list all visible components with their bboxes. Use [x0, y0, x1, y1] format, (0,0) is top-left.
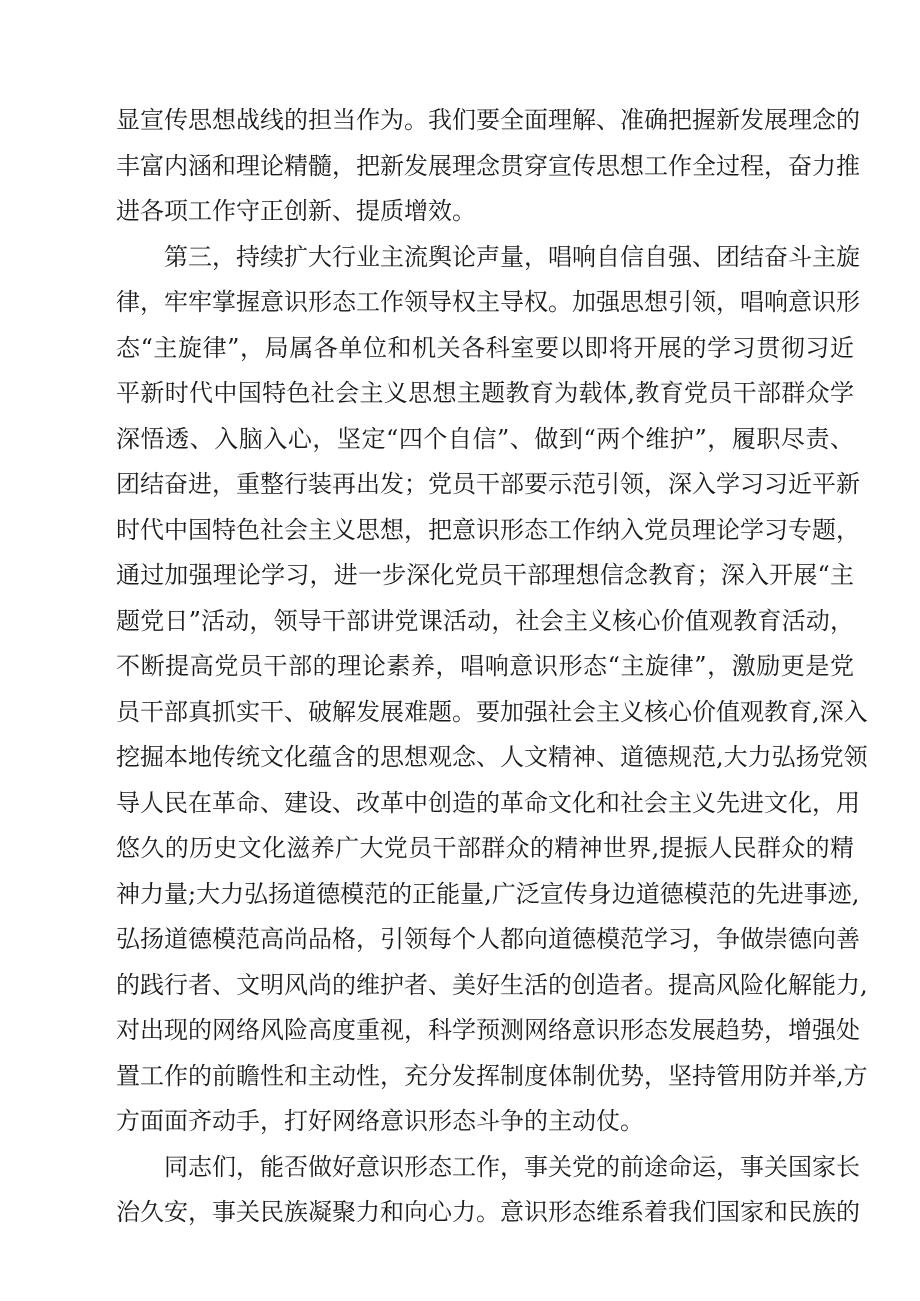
text-line: 丰富内涵和理论精髓，把新发展理念贯穿宣传思想工作全过程，奋力推: [116, 151, 860, 180]
text-line: 第三，持续扩大行业主流舆论声量，唱响自信自强、团结奋斗主旋: [164, 242, 860, 271]
text-line: 神力量;大力弘扬道德模范的正能量,广泛宣传身边道德模范的先进事迹,: [116, 879, 860, 908]
text-line: 显宣传思想战线的担当作为。我们要全面理解、准确把握新发展理念的: [116, 106, 860, 134]
text-line: 挖掘本地传统文化蕴含的思想观念、人文精神、道德规范,大力弘扬党领: [116, 743, 868, 771]
text-line: 通过加强理论学习，进一步深化党员干部理想信念教育；深入开展“主: [116, 561, 854, 589]
text-line: 同志们，能否做好意识形态工作，事关党的前途命运，事关国家长: [164, 1152, 860, 1181]
text-line: 进各项工作守正创新、提质增效。: [116, 197, 476, 225]
text-line: 律，牢牢掌握意识形态工作领导权主导权。加强思想引领，唱响意识形: [116, 288, 860, 316]
text-line: 方面面齐动手，打好网络意识形态斗争的主动仗。: [116, 1107, 644, 1135]
text-line: 时代中国特色社会主义思想，把意识形态工作纳入党员理论学习专题，: [116, 515, 860, 544]
text-line: 题党日”活动，领导干部讲党课活动，社会主义核心价值观教育活动，: [116, 606, 854, 635]
text-line: 团结奋进，重整行装再出发；党员干部要示范引领，深入学习习近平新: [116, 470, 860, 498]
document-body: [116, 98, 868, 1236]
text-line: 置工作的前瞻性和主动性，充分发挥制度体制优势，坚持管用防并举,方: [116, 1061, 868, 1090]
text-line: 治久安，事关民族凝聚力和向心力。意识形态维系着我们国家和民族的: [116, 1198, 860, 1226]
text-line: 导人民在革命、建设、改革中创造的革命文化和社会主义先进文化，用: [116, 788, 860, 817]
text-line: 对出现的网络风险高度重视，科学预测网络意识形态发展趋势，增强处: [116, 1016, 860, 1044]
text-line: 态“主旋律”，局属各单位和机关各科室要以即将开展的学习贯彻习近: [116, 333, 854, 362]
text-line: 不断提高党员干部的理论素养，唱响意识形态“主旋律”，激励更是党: [116, 652, 854, 680]
text-line: 员干部真抓实干、破解发展难题。要加强社会主义核心价值观教育,深入: [116, 697, 868, 726]
text-line: 悠久的历史文化滋养广大党员干部群众的精神世界,提振人民群众的精: [116, 834, 854, 862]
text-line: 的践行者、文明风尚的维护者、美好生活的创造者。提高风险化解能力,: [116, 970, 868, 999]
text-line: 平新时代中国特色社会主义思想主题教育为载体,教育党员干部群众学: [116, 379, 854, 407]
text-line: 弘扬道德模范高尚品格，引领每个人都向道德模范学习，争做崇德向善: [116, 925, 860, 953]
text-line: 深悟透、入脑入心，坚定“四个自信”、做到“两个维护”，履职尽责、: [116, 424, 854, 453]
